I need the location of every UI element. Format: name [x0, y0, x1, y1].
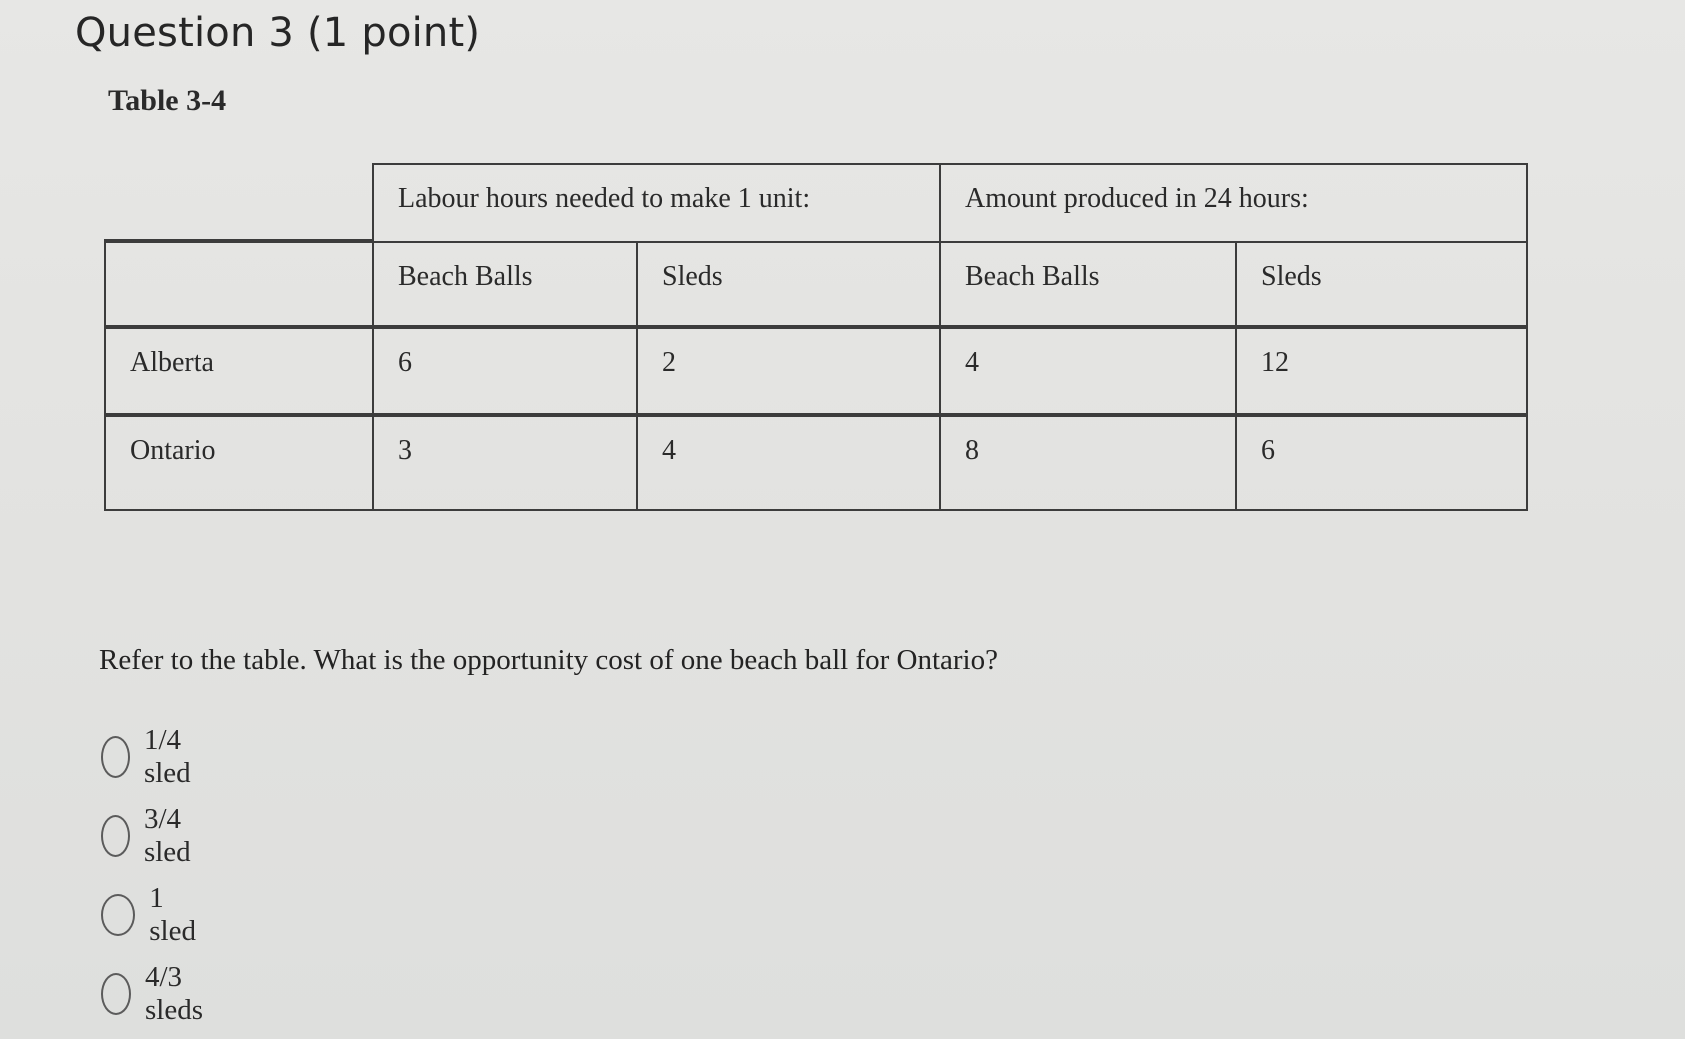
radio-button-icon[interactable] [101, 815, 130, 857]
answer-option-label: 3/4 sled [143, 803, 191, 868]
table-row-label-ontario: Ontario [104, 415, 374, 511]
column-header-sleds-amount: Sleds [1235, 241, 1528, 327]
question-title: Question 3 (1 point) [75, 10, 481, 56]
answer-option-label: 1/4 sled [143, 724, 191, 789]
answer-option-4[interactable] [101, 961, 215, 1026]
table-cell: 8 [939, 415, 1237, 511]
answer-option-label: 1 sled [149, 882, 196, 947]
table-cell: 3 [372, 415, 638, 511]
data-table [104, 163, 1528, 511]
radio-button-icon[interactable] [101, 894, 135, 936]
table-corner-cell [104, 163, 374, 241]
group-header-amount-produced: Amount produced in 24 hours: [939, 163, 1528, 241]
table-cell: 6 [1235, 415, 1528, 511]
answer-option-label: 4/3 sleds [145, 961, 203, 1026]
table-cell: 4 [636, 415, 941, 511]
answer-option-1[interactable] [101, 724, 204, 789]
table-cell: 6 [372, 327, 638, 415]
radio-button-icon[interactable] [101, 973, 131, 1015]
column-header-blank [104, 241, 374, 327]
column-header-sleds-hours: Sleds [636, 241, 941, 327]
group-header-labour-hours: Labour hours needed to make 1 unit: [372, 163, 941, 241]
table-row-label-alberta: Alberta [104, 327, 374, 415]
table-caption: Table 3-4 [108, 84, 227, 117]
table-cell: 2 [636, 327, 941, 415]
question-prompt: Refer to the table. What is the opportunity cost of one beach ball for Ontario? [99, 644, 998, 676]
answer-option-3[interactable] [101, 882, 204, 947]
table-cell: 4 [939, 327, 1237, 415]
column-header-beach-balls-amount: Beach Balls [939, 241, 1237, 327]
radio-button-icon[interactable] [101, 736, 130, 778]
column-header-beach-balls-hours: Beach Balls [372, 241, 638, 327]
answer-option-2[interactable] [101, 803, 204, 868]
table-cell: 12 [1235, 327, 1528, 415]
